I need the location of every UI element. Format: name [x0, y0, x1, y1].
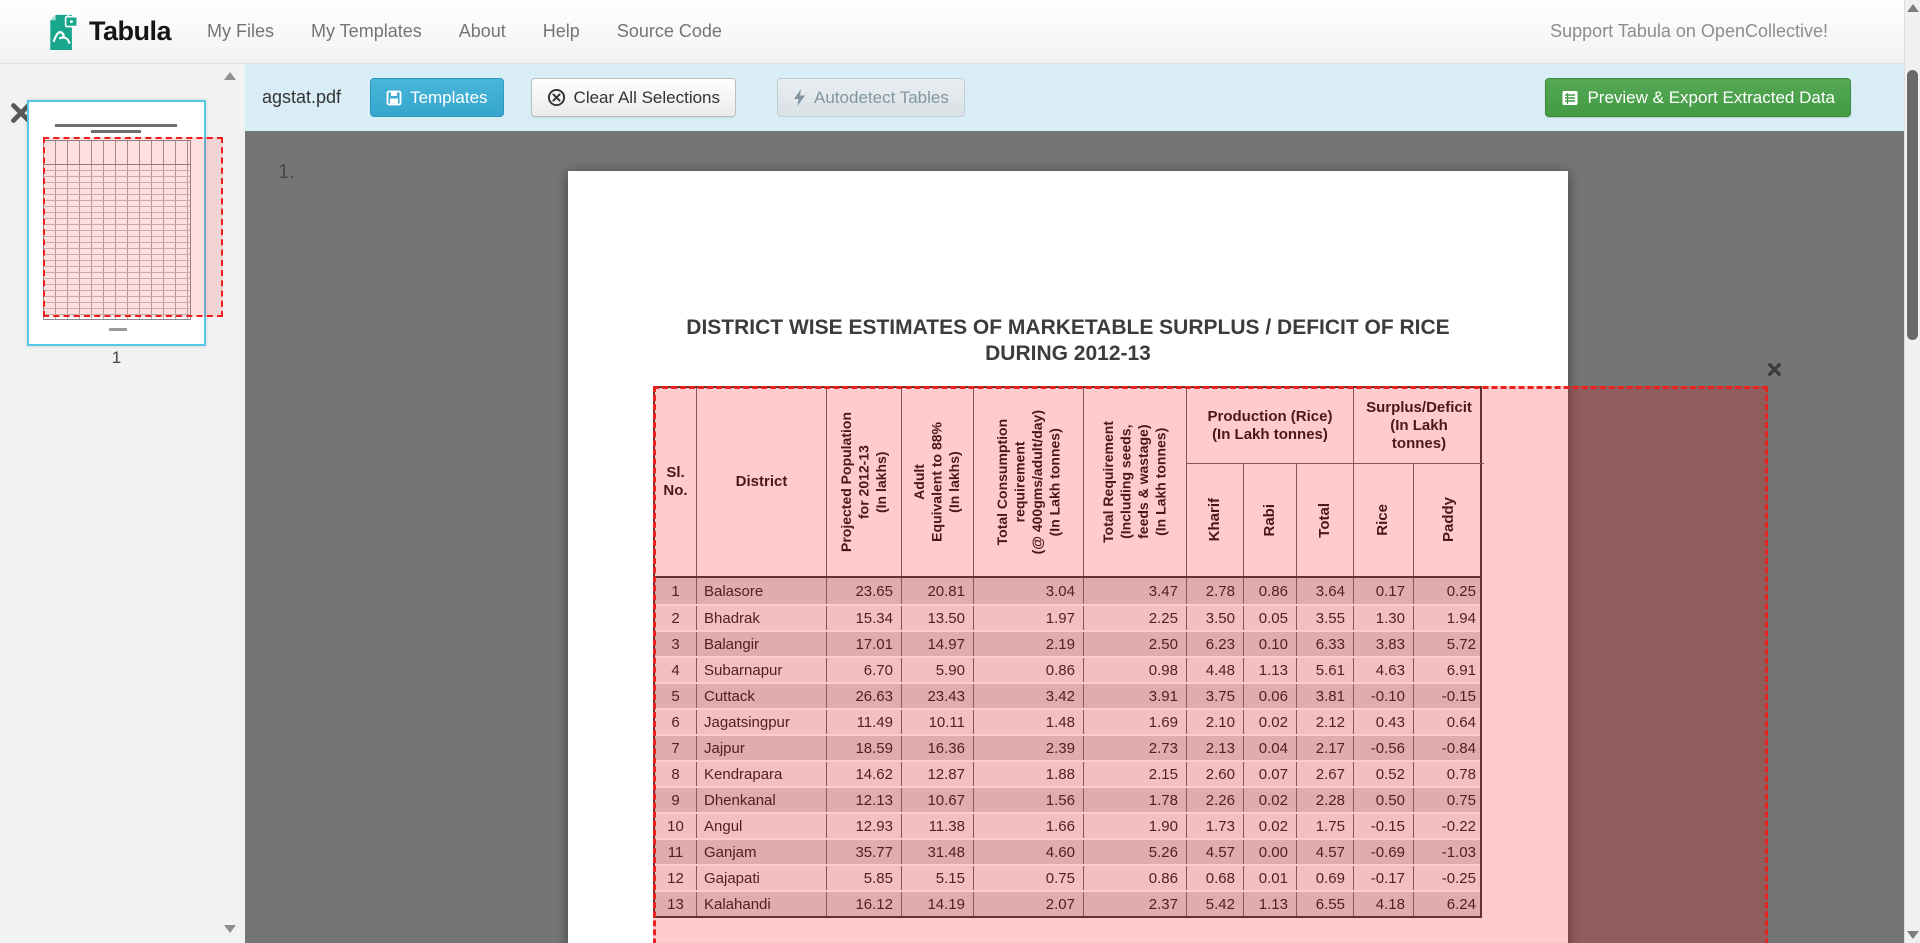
cell-requirement: 2.25	[1084, 606, 1187, 630]
column-header-kharif: Kharif	[1187, 464, 1244, 576]
thumbnail-title-sketch	[55, 124, 177, 127]
cell-consumption: 1.56	[974, 788, 1084, 812]
cell-total: 2.28	[1297, 788, 1354, 812]
cell-requirement: 1.69	[1084, 710, 1187, 734]
column-header-total: Total	[1297, 464, 1354, 576]
document-title-line2: DURING 2012-13	[985, 342, 1151, 365]
support-tabula-link[interactable]: Support Tabula on OpenCollective!	[1550, 21, 1828, 41]
cell-rice: 4.18	[1354, 892, 1414, 916]
cell-total: 4.57	[1297, 840, 1354, 864]
cell-district: Kendrapara	[697, 762, 827, 786]
thumbnail-title-sketch	[91, 130, 141, 133]
cell-population: 16.12	[827, 892, 902, 916]
cell-rabi: 1.13	[1244, 892, 1297, 916]
nav-link-about[interactable]: About	[458, 21, 506, 41]
cell-rice: 0.52	[1354, 762, 1414, 786]
cell-total: 0.69	[1297, 866, 1354, 890]
cell-consumption: 1.66	[974, 814, 1084, 838]
cell-consumption: 2.39	[974, 736, 1084, 760]
cell-rabi: 0.10	[1244, 632, 1297, 656]
export-button-label: Preview & Export Extracted Data	[1587, 87, 1835, 107]
cell-paddy: -0.22	[1441, 817, 1476, 835]
cell-rice: 3.83	[1354, 632, 1414, 656]
cell-paddy: 6.24	[1446, 895, 1476, 913]
navbar-links	[207, 21, 722, 42]
templates-button-label: Templates	[410, 87, 488, 107]
cell-sl-no: 5	[655, 684, 697, 708]
column-group-surplus-deficit: Surplus/Deficit (In Lakh tonnes) Rice Paddy	[1354, 388, 1484, 576]
thumbnail-page-number: 1	[111, 348, 122, 367]
cell-sl-no: 4	[655, 658, 697, 682]
cell-requirement: 2.73	[1084, 736, 1187, 760]
cell-kharif: 2.60	[1187, 762, 1244, 786]
cell-district: Angul	[697, 814, 827, 838]
cell-district: Ganjam	[697, 840, 827, 864]
cell-adult-equivalent: 13.50	[902, 606, 974, 630]
column-header-district: District	[697, 388, 827, 576]
nav-link-my-templates[interactable]: My Templates	[311, 21, 422, 41]
cell-population: 5.85	[827, 866, 902, 890]
scrollbar-thumb[interactable]	[1907, 70, 1918, 340]
clear-all-selections-button[interactable]	[531, 78, 736, 117]
cell-total: 6.33	[1297, 632, 1354, 656]
cell-kharif: 0.68	[1187, 866, 1244, 890]
preview-export-button[interactable]	[1545, 78, 1851, 117]
cell-total: 1.75	[1297, 814, 1354, 838]
cell-kharif: 4.48	[1187, 658, 1244, 682]
cell-adult-equivalent: 31.48	[902, 840, 974, 864]
brand[interactable]	[44, 10, 171, 54]
cell-requirement: 2.37	[1084, 892, 1187, 916]
cell-kharif: 2.78	[1187, 578, 1244, 604]
thumbnail-footer-sketch	[109, 328, 127, 331]
cell-adult-equivalent: 12.87	[902, 762, 974, 786]
autodetect-button-label: Autodetect Tables	[814, 87, 949, 107]
cell-total: 5.61	[1297, 658, 1354, 682]
cell-rice: -0.15	[1354, 814, 1414, 838]
thumbnail-selection-box[interactable]	[43, 137, 223, 317]
column-group-production: Production (Rice) (In Lakh tonnes) Kharif Rabi Total	[1187, 388, 1354, 576]
column-header-adult-equivalent: Adult Equivalent to 88% (In lakhs)	[902, 388, 974, 576]
cell-adult-equivalent: 10.11	[902, 710, 974, 734]
cell-population: 12.13	[827, 788, 902, 812]
cell-consumption: 2.07	[974, 892, 1084, 916]
cell-kharif: 6.23	[1187, 632, 1244, 656]
cell-total: 3.55	[1297, 606, 1354, 630]
cell-district: Kalahandi	[697, 892, 827, 916]
cell-rice: -0.69	[1354, 840, 1414, 864]
cell-sl-no: 3	[655, 632, 697, 656]
cell-population: 15.34	[827, 606, 902, 630]
cell-consumption: 1.88	[974, 762, 1084, 786]
cell-requirement: 0.86	[1084, 866, 1187, 890]
cell-sl-no: 9	[655, 788, 697, 812]
sidebar-scroll-up-icon[interactable]	[224, 72, 236, 80]
cell-population: 23.65	[827, 578, 902, 604]
cell-rice: 4.63	[1354, 658, 1414, 682]
column-header-total-consumption: Total Consumption requirement (@ 400gms/adult/day) (In Lakh tonnes)	[974, 388, 1084, 576]
cell-rabi: 0.02	[1244, 710, 1297, 734]
cell-rabi: 0.06	[1244, 684, 1297, 708]
cell-total: 3.81	[1297, 684, 1354, 708]
cell-kharif: 3.50	[1187, 606, 1244, 630]
cell-rice: -0.17	[1354, 866, 1414, 890]
cell-district: Balangir	[697, 632, 827, 656]
selection-close-icon[interactable]	[1767, 362, 1782, 377]
current-filename: agstat.pdf	[262, 87, 342, 107]
cell-consumption: 0.86	[974, 658, 1084, 682]
cell-sl-no: 2	[655, 606, 697, 630]
cell-rice: 0.50	[1354, 788, 1414, 812]
cell-rabi: 0.02	[1244, 788, 1297, 812]
cell-kharif: 2.13	[1187, 736, 1244, 760]
nav-link-help[interactable]: Help	[542, 21, 580, 41]
cell-paddy: -1.03	[1441, 843, 1476, 861]
cell-rabi: 0.02	[1244, 814, 1297, 838]
cell-adult-equivalent: 20.81	[902, 578, 974, 604]
cell-sl-no: 10	[655, 814, 697, 838]
nav-link-my-files[interactable]: My Files	[207, 21, 275, 41]
cell-kharif: 1.73	[1187, 814, 1244, 838]
brand-name: Tabula	[89, 16, 172, 46]
cell-rice: -0.10	[1354, 684, 1414, 708]
cell-sl-no: 8	[655, 762, 697, 786]
cell-rabi: 1.13	[1244, 658, 1297, 682]
document-title	[568, 171, 1568, 367]
cell-sl-no: 1	[655, 578, 697, 604]
scrollbar-down-icon[interactable]	[1907, 931, 1919, 939]
scrollbar-up-icon[interactable]	[1907, 4, 1919, 12]
cell-adult-equivalent: 16.36	[902, 736, 974, 760]
cell-total: 2.12	[1297, 710, 1354, 734]
cell-consumption: 2.19	[974, 632, 1084, 656]
cell-requirement: 2.50	[1084, 632, 1187, 656]
cell-consumption: 1.48	[974, 710, 1084, 734]
column-header-rice: Rice	[1354, 464, 1414, 576]
cell-rabi: 0.05	[1244, 606, 1297, 630]
navbar	[0, 0, 1920, 64]
cell-consumption: 3.04	[974, 578, 1084, 604]
cell-kharif: 2.10	[1187, 710, 1244, 734]
cell-paddy: -0.84	[1441, 739, 1476, 757]
cell-requirement: 1.90	[1084, 814, 1187, 838]
cell-district: Jagatsingpur	[697, 710, 827, 734]
cell-requirement: 3.91	[1084, 684, 1187, 708]
cell-population: 18.59	[827, 736, 902, 760]
lightning-bolt-icon	[793, 89, 806, 106]
cell-kharif: 4.57	[1187, 840, 1244, 864]
cell-rabi: 0.07	[1244, 762, 1297, 786]
cell-sl-no: 11	[655, 840, 697, 864]
cell-sl-no: 12	[655, 866, 697, 890]
column-header-sl-no: Sl. No.	[655, 388, 697, 576]
cell-adult-equivalent: 5.15	[902, 866, 974, 890]
cell-rice: 1.30	[1354, 606, 1414, 630]
table-selection-box[interactable]	[653, 386, 1768, 943]
cell-population: 6.70	[827, 658, 902, 682]
sidebar-thumbnails	[0, 64, 245, 943]
cell-paddy: 6.91	[1446, 661, 1476, 679]
cell-total: 2.17	[1297, 736, 1354, 760]
cell-rabi: 0.00	[1244, 840, 1297, 864]
cell-district: Gajapati	[697, 866, 827, 890]
cell-population: 17.01	[827, 632, 902, 656]
cell-paddy: -0.25	[1441, 869, 1476, 887]
cell-kharif: 2.26	[1187, 788, 1244, 812]
cell-paddy: 0.64	[1446, 713, 1476, 731]
tabula-logo-icon	[44, 10, 80, 54]
table-list-icon	[1561, 89, 1579, 107]
cell-requirement: 2.15	[1084, 762, 1187, 786]
cell-total: 2.67	[1297, 762, 1354, 786]
cell-sl-no: 7	[655, 736, 697, 760]
cell-rice: -0.56	[1354, 736, 1414, 760]
cell-adult-equivalent: 11.38	[902, 814, 974, 838]
page-label: 1.	[278, 161, 295, 183]
cell-rice: 0.17	[1354, 578, 1414, 604]
cell-consumption: 1.97	[974, 606, 1084, 630]
clear-button-label: Clear All Selections	[573, 87, 721, 107]
cell-population: 14.62	[827, 762, 902, 786]
sidebar-scroll-down-icon[interactable]	[224, 925, 236, 933]
cell-paddy: 0.25	[1446, 582, 1476, 600]
cell-consumption: 3.42	[974, 684, 1084, 708]
cell-kharif: 3.75	[1187, 684, 1244, 708]
cell-paddy: 0.78	[1446, 765, 1476, 783]
cell-district: Dhenkanal	[697, 788, 827, 812]
autodetect-tables-button[interactable]	[777, 78, 965, 117]
column-header-projected-population: Projected Population for 2012-13 (In lakhs)	[827, 388, 902, 576]
cell-consumption: 0.75	[974, 866, 1084, 890]
cell-adult-equivalent: 14.19	[902, 892, 974, 916]
cell-rabi: 0.86	[1244, 578, 1297, 604]
cell-district: Jajpur	[697, 736, 827, 760]
cell-paddy: -0.15	[1441, 687, 1476, 705]
cell-population: 11.49	[827, 710, 902, 734]
cell-paddy: 5.72	[1446, 635, 1476, 653]
cell-adult-equivalent: 10.67	[902, 788, 974, 812]
column-header-paddy: Paddy	[1439, 497, 1457, 543]
cell-paddy: 1.94	[1446, 609, 1476, 627]
column-header-rabi: Rabi	[1244, 464, 1297, 576]
cell-total: 3.64	[1297, 578, 1354, 604]
cell-rabi: 0.01	[1244, 866, 1297, 890]
cell-kharif: 5.42	[1187, 892, 1244, 916]
cell-district: Balasore	[697, 578, 827, 604]
cell-adult-equivalent: 23.43	[902, 684, 974, 708]
cell-adult-equivalent: 5.90	[902, 658, 974, 682]
column-header-total-requirement: Total Requirement (Including seeds, feeds & wastage) (In Lakh tonnes)	[1084, 388, 1187, 576]
cell-district: Cuttack	[697, 684, 827, 708]
cell-requirement: 3.47	[1084, 578, 1187, 604]
cell-consumption: 4.60	[974, 840, 1084, 864]
document-title-line1: DISTRICT WISE ESTIMATES OF MARKETABLE SURPLUS / DEFICIT OF RICE	[686, 316, 1450, 339]
nav-link-source-code[interactable]: Source Code	[616, 21, 722, 41]
cell-total: 6.55	[1297, 892, 1354, 916]
cell-adult-equivalent: 14.97	[902, 632, 974, 656]
cell-paddy: 0.75	[1446, 791, 1476, 809]
cell-requirement: 1.78	[1084, 788, 1187, 812]
cell-district: Subarnapur	[697, 658, 827, 682]
templates-icon	[386, 90, 402, 106]
cell-population: 26.63	[827, 684, 902, 708]
cell-sl-no: 13	[655, 892, 697, 916]
main-scrollbar	[1904, 0, 1920, 943]
cell-requirement: 0.98	[1084, 658, 1187, 682]
document-canvas	[245, 131, 1904, 943]
cell-population: 12.93	[827, 814, 902, 838]
cell-population: 35.77	[827, 840, 902, 864]
templates-button[interactable]	[370, 78, 503, 117]
cell-rice: 0.43	[1354, 710, 1414, 734]
cell-rabi: 0.04	[1244, 736, 1297, 760]
toolbar	[245, 64, 1904, 131]
cell-district: Bhadrak	[697, 606, 827, 630]
cell-sl-no: 6	[655, 710, 697, 734]
clear-circle-x-icon	[547, 88, 566, 107]
cell-requirement: 5.26	[1084, 840, 1187, 864]
